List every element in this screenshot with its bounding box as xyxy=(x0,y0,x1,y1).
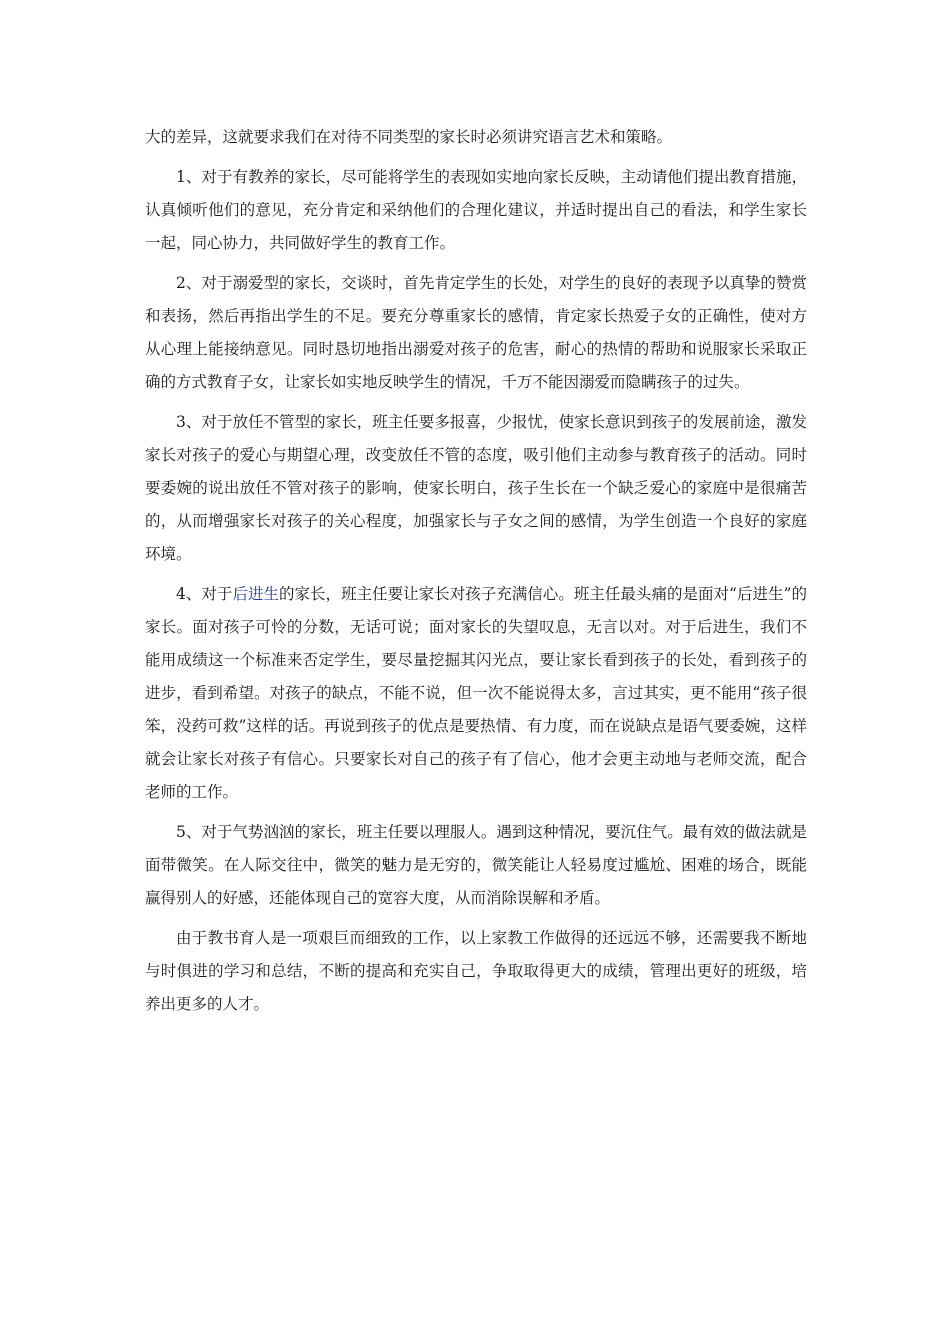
document-body xyxy=(145,121,807,1028)
paragraph-conclusion: 由于教书育人是一项艰巨而细致的工作，以上家教工作做得的还远远不够，还需要我不断地与时俱进的学习和总结，不断的提高和充实自己，争取取得更大的成绩，管理出更好的班级，培养出更多的人才。 xyxy=(145,929,807,1013)
link-houjinsheng[interactable]: 后进生 xyxy=(232,585,279,603)
paragraph-item-3: 3、对于放任不管型的家长，班主任要多报喜，少报忧，使家长意识到孩子的发展前途，激发家长对孩子的爱心与期望心理，改变放任不管的态度，吸引他们主动参与教育孩子的活动。同时要委婉的说出放任不管对孩子的影响，使家长明白，孩子生长在一个缺乏爱心的家庭中是很痛苦的，从而增强家长对孩子的关心程度，加强家长与子女之间的感情，为学生创造一个良好的家庭环境。 xyxy=(145,413,807,563)
paragraph-intro: 大的差异，这就要求我们在对待不同类型的家长时必须讲究语言艺术和策略。 xyxy=(145,128,673,146)
paragraph-item-4-prefix: 4、对于 xyxy=(176,585,233,603)
paragraph-item-5: 5、对于气势汹汹的家长，班主任要以理服人。遇到这种情况，要沉住气。最有效的做法就是面带微笑。在人际交往中，微笑的魅力是无穷的，微笑能让人轻易度过尴尬、困难的场合，既能赢得别人的好感，还能体现自己的宽容大度，从而消除误解和矛盾。 xyxy=(145,823,807,907)
paragraph-item-4 xyxy=(145,578,807,809)
paragraph-item-4-text: 的家长，班主任要让家长对孩子充满信心。班主任最头痛的是面对“后进生”的家长。面对孩子可怜的分数，无话可说；面对家长的失望叹息，无言以对。对于后进生，我们不能用成绩这一个标准来否定学生，要尽量挖掘其闪光点，要让家长看到孩子的长处，看到孩子的进步，看到希望。对孩子的缺点，不能不说，但一次不能说得太多，言过其实，更不能用“孩子很笨，没药可救”这样的话。再说到孩子的优点是要热情、有力度，而在说缺点是语气要委婉，这样就会让家长对孩子有信心。只要家长对自己的孩子有了信心，他才会更主动地与老师交流，配合老师的工作。 xyxy=(145,585,807,801)
paragraph-item-1: 1、对于有教养的家长，尽可能将学生的表现如实地向家长反映，主动请他们提出教育措施，认真倾听他们的意见，充分肯定和采纳他们的合理化建议，并适时提出自己的看法，和学生家长一起，同心协力，共同做好学生的教育工作。 xyxy=(145,168,807,252)
paragraph-item-2: 2、对于溺爱型的家长，交谈时，首先肯定学生的长处，对学生的良好的表现予以真挚的赞赏和表扬，然后再指出学生的不足。要充分尊重家长的感情，肯定家长热爱子女的正确性，使对方从心理上能接纳意见。同时恳切地指出溺爱对孩子的危害，耐心的热情的帮助和说服家长采取正确的方式教育子女，让家长如实地反映学生的情况，千万不能因溺爱而隐瞒孩子的过失。 xyxy=(145,274,807,391)
